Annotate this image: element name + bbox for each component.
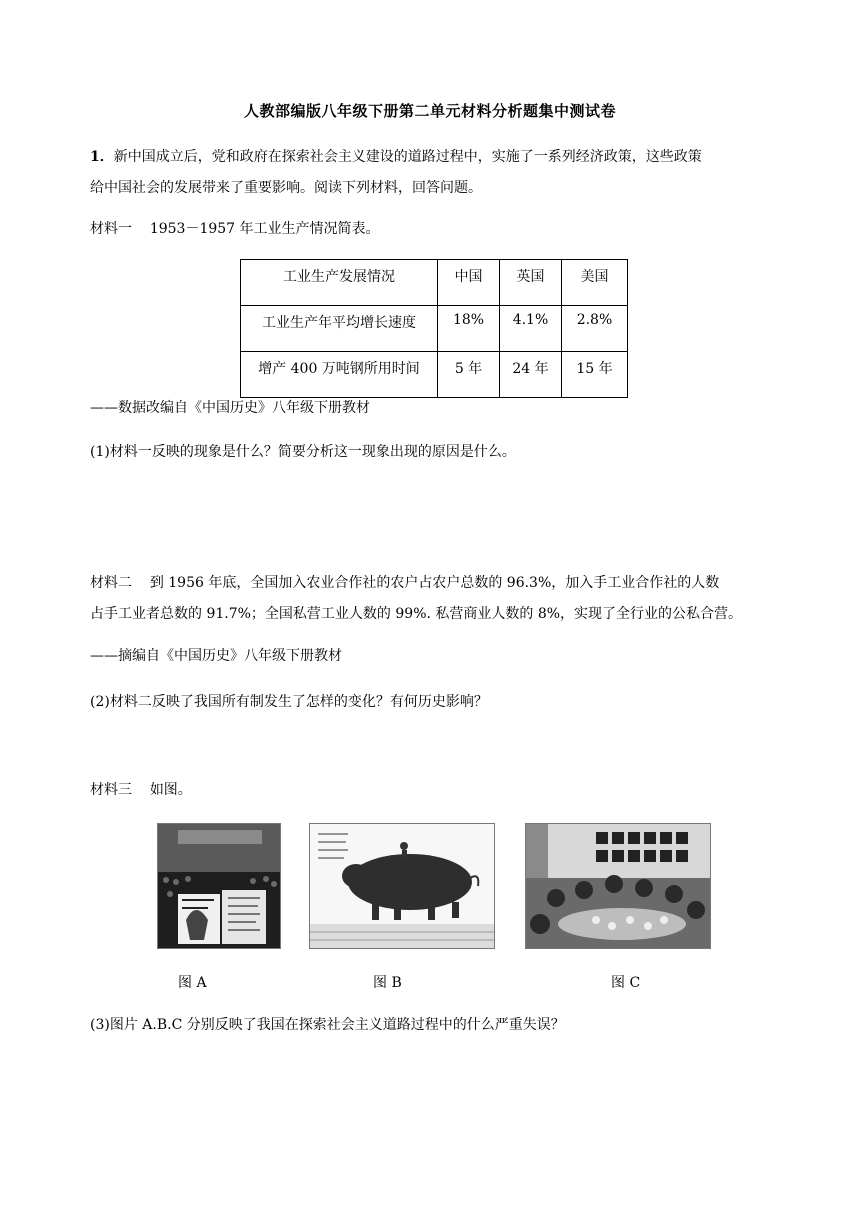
material3-heading (90, 779, 192, 801)
table-row (241, 306, 628, 352)
table-cell: 5 年 (438, 352, 500, 398)
table-cell: 18% (438, 306, 500, 352)
material1-label: 材料一 (90, 221, 132, 237)
figure-b-image (309, 823, 495, 949)
question-2: (2)材料二反映了我国所有制发生了怎样的变化？有何历史影响？ (90, 694, 488, 710)
table-cell: 15 年 (562, 352, 628, 398)
question-intro-line2: 给中国社会的发展带来了重要影响。阅读下列材料，回答问题。 (90, 180, 482, 196)
material2-source: ——摘编自《中国历史》八年级下册教材 (90, 648, 342, 664)
material2-line2: 占手工业者总数的 91.7%；全国私营工业人数的 99%. 私营商业人数的 8%，实现了全行业的公私合营。 (90, 606, 743, 622)
table-header-cell: 英国 (500, 260, 562, 306)
figure-c-image (525, 823, 711, 949)
figure-a-caption: 图 A (178, 975, 207, 991)
question-3: (3)图片 A.B.C 分别反映了我国在探索社会主义道路过程中的什么严重失误？ (90, 1017, 565, 1033)
question-1: (1)材料一反映的现象是什么？简要分析这一现象出现的原因是什么。 (90, 444, 516, 460)
table-row (241, 352, 628, 398)
material1-heading (90, 218, 380, 240)
figure-c-caption: 图 C (611, 975, 641, 991)
material1-source: ——数据改编自《中国历史》八年级下册教材 (90, 400, 370, 416)
material1-text: 1953－1957 年工业生产情况简表。 (149, 221, 380, 237)
question-number: 1 (90, 149, 100, 165)
page-title: 人教部编版八年级下册第二单元材料分析题集中测试卷 (243, 102, 616, 120)
question-intro-line1: 1．新中国成立后，党和政府在探索社会主义建设的道路过程中，实施了一系列经济政策，这些政策 (90, 149, 702, 165)
table-header-cell: 美国 (562, 260, 628, 306)
table-cell: 4.1% (500, 306, 562, 352)
material2-line1: 材料二 到 1956 年底，全国加入农业合作社的农户占农户总数的 96.3%，加入手工业合作社的人数 (90, 575, 720, 591)
table-cell: 增产 400 万吨钢所用时间 (241, 352, 438, 398)
table-header-cell: 中国 (438, 260, 500, 306)
material2-label: 材料二 (90, 575, 132, 591)
table-header-cell: 工业生产发展情况 (241, 260, 438, 306)
table-cell: 24 年 (500, 352, 562, 398)
table-header-row (241, 260, 628, 306)
table-cell: 2.8% (562, 306, 628, 352)
material3-text: 如图。 (149, 782, 192, 798)
industry-table (240, 259, 628, 398)
table-cell: 工业生产年平均增长速度 (241, 306, 438, 352)
material3-label: 材料三 (90, 782, 132, 798)
figure-a-image (157, 823, 281, 949)
figure-b-caption: 图 B (373, 975, 402, 991)
